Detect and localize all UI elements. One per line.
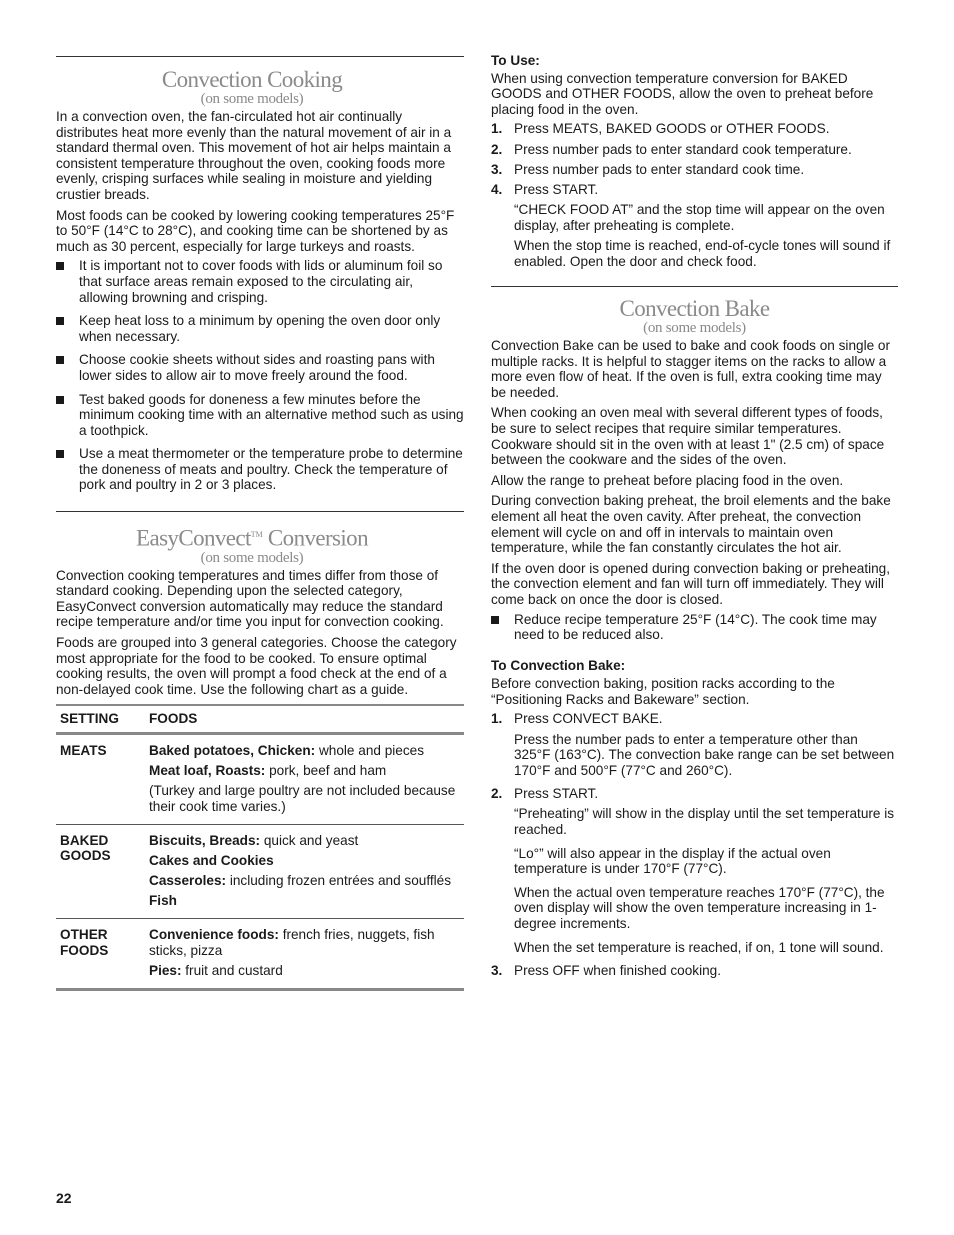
list-item [56,352,464,383]
food-item [149,763,460,779]
list-item [491,786,898,955]
convection-bake-paragraph: When cooking an oven meal with several different types of foods, be sure to select recipes that require similar temperatures. Cookware should sit in the oven with at least 1" (2.5 cm) of space between the cookware and the sides of the oven. [491,405,885,468]
step-detail: When the actual oven temperature reaches 170°F (77°C), the oven display will show the oven temperature increasing in 1-degree increments. [514,884,885,931]
convection-cooking-title: Convection Cooking [161,67,343,92]
to-use-steps [491,121,898,269]
food-item [149,893,460,909]
section-divider [56,511,464,512]
food-category: Meat loaf, Roasts: [149,763,266,779]
setting-cell: MEATS [56,734,145,825]
food-detail: quick and yeast [260,832,359,848]
easyconvect-paragraph: Foods are grouped into 3 general categories. Choose the category most appropriate for the food to be cooked. To ensure optimal cooking results, the oven will prompt a food check at the end of a non-delayed cook time. Use the following chart as a guide. [56,635,457,697]
food-category: Baked potatoes, Chicken: [149,743,316,758]
step-number: 2. [491,786,503,802]
to-convection-bake-heading: To Convection Bake: [491,657,626,673]
list-item [491,162,898,178]
step-detail: When the stop time is reached, end-of-cycle tones will sound if enabled. Open the door and check food. [514,238,891,269]
convection-bake-paragraph: During convection baking preheat, the broil elements and the bake element all heat the oven cavity. After preheat, the convection element will cycle on and off in intervals to maintain oven temperature, while the fan constantly circulates the hot air. [491,493,891,556]
list-item [491,612,898,643]
step-number: 4. [491,182,503,198]
list-item [491,121,898,137]
bullet-text: It is important not to cover foods with lids or aluminum foil so that surface areas remain exposed to the circulating air, allowing browning and crisping. [79,258,443,305]
food-category: Casseroles: [149,873,227,889]
convection-bake-section [491,296,898,983]
food-detail: pork, beef and ham [265,763,387,779]
foods-cell [145,919,464,990]
bullet-text: Keep heat loss to a minimum by opening the oven door only when necessary. [79,313,441,344]
convection-cooking-subtitle: (on some models) [200,91,304,107]
list-item [56,258,464,305]
list-item [491,182,898,269]
table-row [56,919,464,990]
list-item [56,446,464,493]
convection-bake-bullets [491,612,898,643]
table-header-row [56,705,464,733]
step-detail: “CHECK FOOD AT” and the stop time will appear on the oven display, after preheating is complete. [514,202,885,233]
food-item [149,743,460,759]
easyconvect-paragraph: Convection cooking temperatures and times differ from those of standard cooking. Depending upon the selected category, EasyConvect conversion automatically may reduce the standard recipe temperature and/or time you input for convection cooking. [56,567,444,630]
food-detail: (Turkey and large poultry are not included because their cook time varies.) [149,783,456,814]
list-item [491,142,898,158]
convection-bake-paragraph: If the oven door is opened during convection baking or preheating, the convection element and fan will turn off immediately. They will come back on once the door is closed. [491,560,891,607]
step-detail: “Lo°” will also appear in the display if the actual oven temperature is under 170°F (77°C). [514,845,831,877]
section-divider [56,56,464,57]
page-number: 22 [56,1190,72,1206]
food-item [149,853,460,869]
step-detail: Press the number pads to enter a temperature other than 325°F (163°C). The convection bake range can be set between 170°F and 500°F (77°C and 260°C). [514,731,895,778]
foods-cell [145,824,464,918]
to-use-heading: To Use: [491,53,540,68]
setting-cell: OTHER FOODS [56,919,145,990]
bullet-text: Test baked goods for doneness a few minutes before the minimum cooking time with an alternative method such as using a toothpick. [79,391,464,438]
easyconvect-section [56,522,464,991]
convection-cooking-bullets [56,258,464,493]
food-category: Convenience foods: [149,927,279,943]
food-detail: including frozen entrées and soufflés [226,873,452,889]
easyconvect-title [40,522,464,552]
step-detail: When the set temperature is reached, if on, 1 tone will sound. [514,939,884,955]
food-category: Cakes and Cookies [149,852,274,868]
table-row [56,734,464,825]
list-item [56,313,464,344]
list-item [491,711,898,778]
column-header-setting: SETTING [56,705,145,733]
convection-cooking-paragraph: In a convection oven, the fan-circulated hot air continually distributes heat more evenly than the natural movement of air in a standard thermal oven. This movement of hot air helps maintain a consistent temperature throughout the oven, cooking foods more evenly, crisping surfaces while sealing in moisture and yielding crustier breads. [56,109,452,202]
food-item [149,927,460,958]
bullet-square-icon [56,317,64,325]
food-category: Pies: [149,962,182,978]
easyconvect-chart-table [56,704,464,991]
convection-cooking-paragraph: Most foods can be cooked by lowering cooking temperatures 25°F to 50°F (14°C to 28°C), and cooking time can be shortened by as much as 30 percent, especially for large turkeys and roasts. [56,207,455,254]
to-convection-bake-intro: Before convection baking, position racks according to the “Positioning Racks and Bakeware” section. [491,676,835,707]
bullet-square-icon [56,450,64,458]
section-divider [491,286,898,287]
column-header-foods: FOODS [145,705,464,733]
list-item [56,392,464,439]
step-text: Press OFF when finished cooking. [514,963,722,979]
trademark-mark: TM [250,530,263,539]
list-item [491,963,898,979]
bullet-square-icon [56,396,64,404]
food-detail: fruit and custard [181,962,283,978]
convection-bake-subtitle: (on some models) [643,320,746,336]
setting-cell: BAKED GOODS [56,824,145,918]
convection-bake-paragraph: Convection Bake can be used to bake and cook foods on single or multiple racks. It is helpful to stagger items on the racks to allow a more even flow of heat. If the oven is full, extra cooking time may be needed. [491,338,891,400]
to-use-section [491,53,898,274]
convection-bake-paragraph: Allow the range to preheat before placing food in the oven. [491,472,844,488]
easyconvect-title-main: EasyConvect [136,525,251,551]
bullet-text: Choose cookie sheets without sides and roasting pans with lower sides to allow air to move freely around the food. [79,352,435,383]
step-detail: “Preheating” will show in the display until the set temperature is reached. [514,806,895,838]
food-detail: french fries, nuggets, fish sticks, pizza [149,927,435,958]
food-category: Biscuits, Breads: [149,832,261,848]
step-text: Press MEATS, BAKED GOODS or OTHER FOODS. [514,121,830,137]
table-row [56,824,464,918]
food-item [149,783,460,814]
bullet-square-icon [56,356,64,364]
food-item [149,833,460,849]
easyconvect-title-rest: Conversion [262,525,368,551]
step-number: 1. [491,121,503,137]
step-number: 3. [491,161,503,177]
bullet-square-icon [491,616,499,624]
convection-bake-title: Convection Bake [619,296,770,321]
to-use-intro: When using convection temperature conversion for BAKED GOODS and OTHER FOODS, allow the oven to preheat before placing food in the oven. [491,70,874,117]
food-detail: whole and pieces [315,743,425,758]
step-text: Press number pads to enter standard cook temperature. [514,141,852,157]
step-text: Press START. [514,786,599,802]
step-number: 3. [491,963,503,979]
food-category: Fish [149,893,177,909]
bullet-square-icon [56,262,64,270]
step-number: 2. [491,141,503,157]
bullet-text: Use a meat thermometer or the temperature probe to determine the doneness of meats and poultry. Check the temperature of pork and poultry in 2 or 3 places. [79,446,463,493]
step-number: 1. [491,711,503,727]
convection-cooking-section [56,67,464,501]
step-text: Press number pads to enter standard cook time. [514,161,805,177]
food-item [149,963,460,979]
easyconvect-subtitle: (on some models) [200,549,304,566]
step-text: Press START. [514,182,599,198]
foods-cell [145,734,464,825]
convection-bake-steps [491,711,898,978]
step-text: Press CONVECT BAKE. [514,711,663,727]
food-item [149,873,460,889]
bullet-text: Reduce recipe temperature 25°F (14°C). The cook time may need to be reduced also. [514,611,877,643]
